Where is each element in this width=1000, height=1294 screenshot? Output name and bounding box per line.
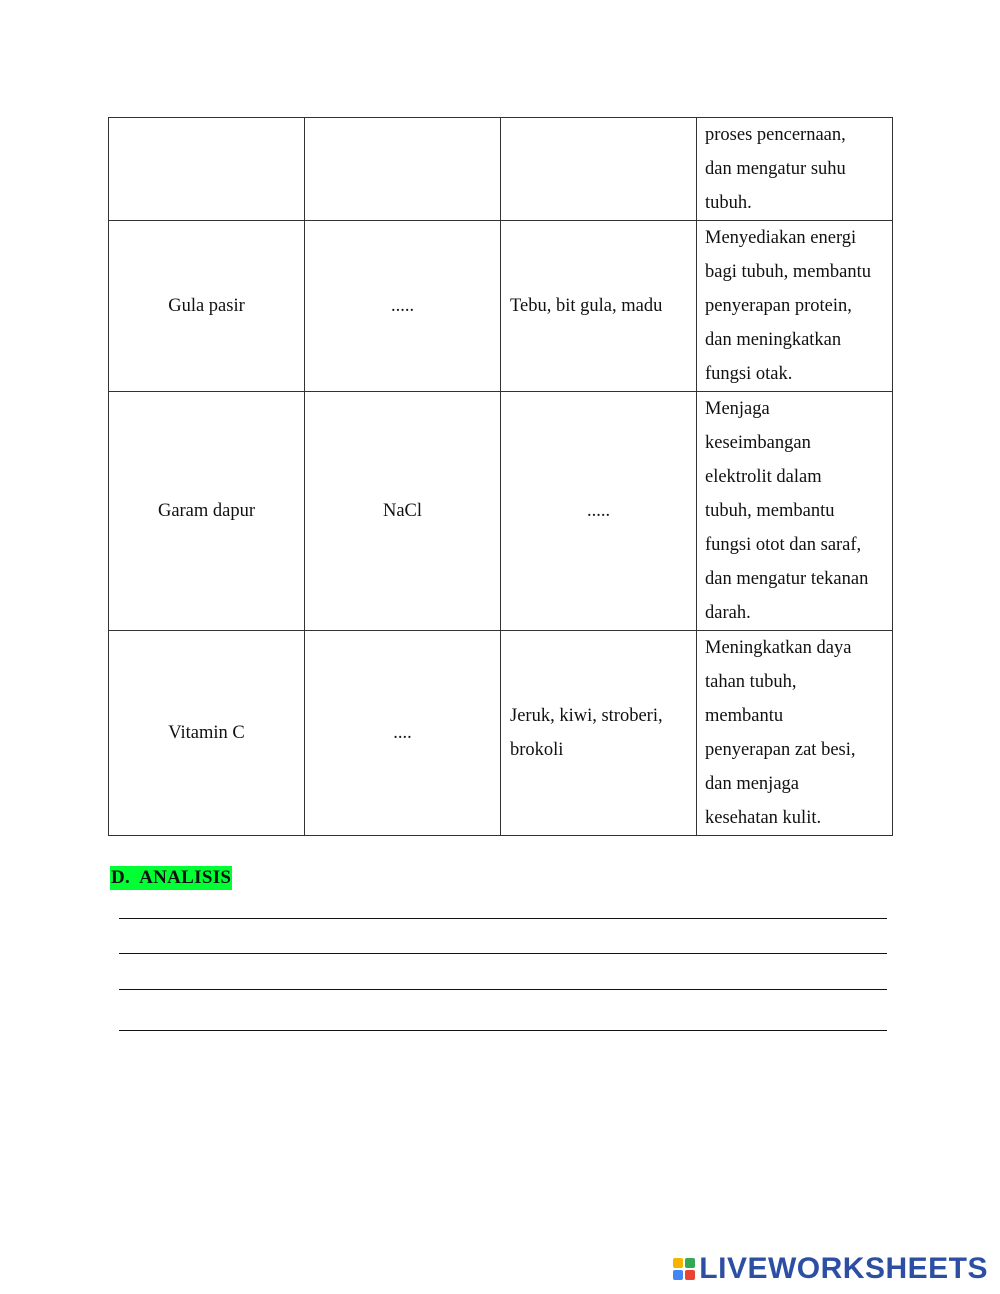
table-row — [109, 631, 893, 836]
analysis-answer-line[interactable] — [119, 1030, 887, 1031]
function-line: tubuh. — [705, 193, 752, 213]
function-line: membantu — [705, 706, 784, 726]
nutrient-table — [108, 117, 893, 836]
analysis-answer-line[interactable] — [119, 918, 887, 919]
logo-tile — [685, 1258, 695, 1268]
function-line: bagi tubuh, membantu — [705, 262, 871, 282]
source-answer-blank[interactable]: ..... — [501, 392, 697, 631]
function-line: darah. — [705, 603, 751, 623]
function-line: proses pencernaan, — [705, 125, 846, 145]
function-cell — [697, 392, 893, 631]
liveworksheets-logo-icon — [673, 1258, 695, 1280]
source-cell — [501, 118, 697, 221]
logo-text: LIVEWORKSHEETS — [699, 1252, 988, 1285]
formula-cell — [305, 118, 501, 221]
function-line: elektrolit dalam — [705, 467, 822, 487]
analysis-heading: D. ANALISIS — [111, 867, 232, 888]
function-line: kesehatan kulit. — [705, 808, 822, 828]
formula-answer-blank[interactable]: .... — [305, 631, 501, 836]
function-line: penyerapan protein, — [705, 296, 852, 316]
formula-cell: NaCl — [305, 392, 501, 631]
function-line: keseimbangan — [705, 433, 811, 453]
function-cell — [697, 118, 893, 221]
table-row — [109, 118, 893, 221]
function-line: Meningkatkan daya — [705, 638, 852, 658]
source-line: brokoli — [510, 740, 564, 760]
function-line: tubuh, membantu — [705, 501, 835, 521]
function-line: dan mengatur suhu — [705, 159, 846, 179]
logo-tile — [685, 1270, 695, 1280]
function-line: Menjaga — [705, 399, 770, 419]
name-cell — [109, 118, 305, 221]
function-line: tahan tubuh, — [705, 672, 797, 692]
name-cell: Garam dapur — [109, 392, 305, 631]
function-line: dan meningkatkan — [705, 330, 842, 350]
table-row — [109, 392, 893, 631]
table-row — [109, 221, 893, 392]
source-line: Jeruk, kiwi, stroberi, — [510, 706, 663, 726]
logo-tile — [673, 1258, 683, 1268]
function-cell — [697, 221, 893, 392]
formula-answer-blank[interactable]: ..... — [305, 221, 501, 392]
source-cell — [501, 631, 697, 836]
analysis-answer-line[interactable] — [119, 989, 887, 990]
function-cell — [697, 631, 893, 836]
liveworksheets-logo — [673, 1252, 988, 1286]
function-line: Menyediakan energi — [705, 228, 857, 248]
analysis-answer-line[interactable] — [119, 953, 887, 954]
function-line: dan menjaga — [705, 774, 799, 794]
function-line: dan mengatur tekanan — [705, 569, 869, 589]
function-line: fungsi otot dan saraf, — [705, 535, 862, 555]
source-cell: Tebu, bit gula, madu — [501, 221, 697, 392]
function-line: penyerapan zat besi, — [705, 740, 856, 760]
logo-tile — [673, 1270, 683, 1280]
name-cell: Gula pasir — [109, 221, 305, 392]
name-cell: Vitamin C — [109, 631, 305, 836]
function-line: fungsi otak. — [705, 364, 793, 384]
